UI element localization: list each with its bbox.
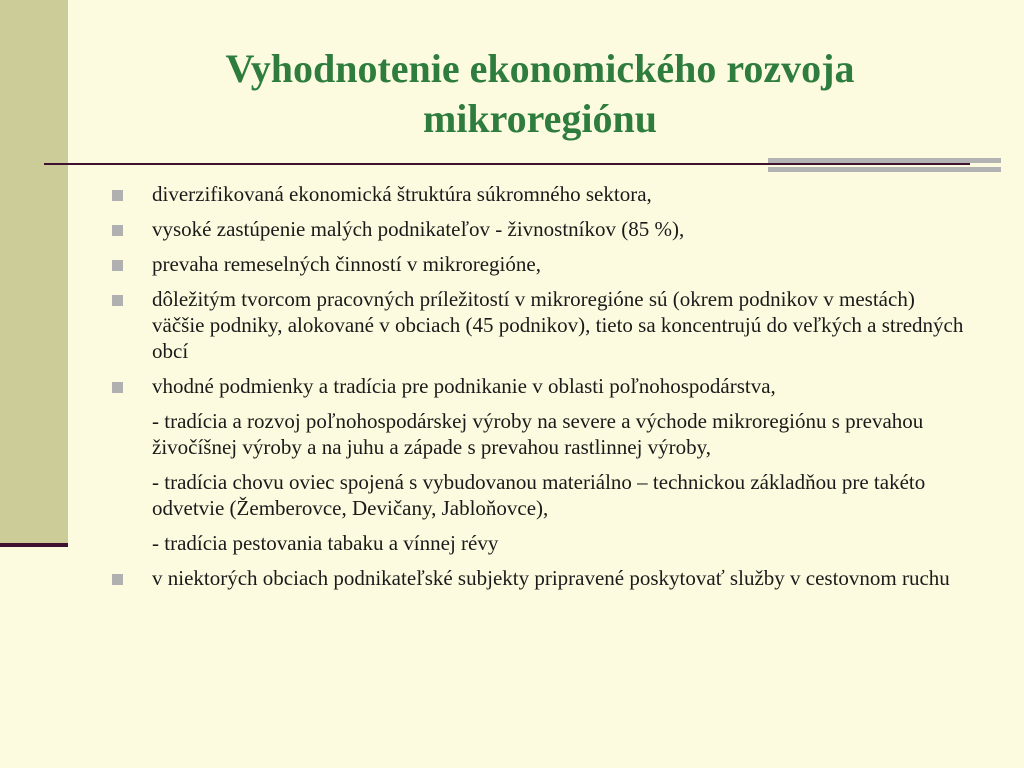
- sub-list-item: [112, 408, 972, 460]
- slide-title-line-1: Vyhodnotenie ekonomického rozvoja: [225, 46, 855, 91]
- list-item-text: - tradícia chovu oviec spojená s vybudovanou materiálno – technickou základňou pre takéto odvetvie (Žemberovce, Devičany, Jabloňovce),: [152, 470, 926, 520]
- slide-title-line-2: mikroregiónu: [422, 96, 658, 141]
- list-item: [112, 216, 972, 242]
- slide-title: [90, 44, 990, 144]
- list-item-text: diverzifikovaná ekonomická štruktúra súkromného sektora,: [152, 182, 652, 206]
- sub-list-item: [112, 469, 972, 521]
- list-item: [112, 286, 972, 364]
- list-item-text: v niektorých obciach podnikateľské subjekty pripravené poskytovať služby v cestovnom ruchu: [152, 566, 950, 590]
- square-bullet-icon: [112, 225, 123, 236]
- list-item: [112, 181, 972, 207]
- decorative-grey-bars: [768, 158, 1001, 176]
- list-item-text: - tradícia pestovania tabaku a vínnej révy: [152, 531, 499, 555]
- left-band-divider: [0, 543, 68, 547]
- square-bullet-icon: [112, 382, 123, 393]
- left-decorative-band: [0, 0, 68, 545]
- grey-bar: [768, 158, 1001, 163]
- list-item-text: dôležitým tvorcom pracovných príležitostí v mikroregióne sú (okrem podnikov v mestách) väčšie podniky, alokované v obciach (45 podnikov), tieto sa koncentrujú do veľkých a stredných obcí: [152, 287, 964, 363]
- list-item: [112, 373, 972, 399]
- list-item: [112, 251, 972, 277]
- square-bullet-icon: [112, 260, 123, 271]
- list-item-text: vhodné podmienky a tradícia pre podnikanie v oblasti poľnohospodárstva,: [152, 374, 776, 398]
- grey-bar: [768, 167, 1001, 172]
- square-bullet-icon: [112, 295, 123, 306]
- list-item-text: prevaha remeselných činností v mikroregióne,: [152, 252, 541, 276]
- square-bullet-icon: [112, 574, 123, 585]
- list-item-text: - tradícia a rozvoj poľnohospodárskej výroby na severe a východe mikroregiónu s prevahou živočíšnej výroby a na juhu a západe s prevahou rastlinnej výroby,: [152, 409, 924, 459]
- square-bullet-icon: [112, 190, 123, 201]
- bullet-list: [112, 181, 972, 600]
- list-item: [112, 565, 972, 591]
- sub-list-item: [112, 530, 972, 556]
- list-item-text: vysoké zastúpenie malých podnikateľov - živnostníkov (85 %),: [152, 217, 685, 241]
